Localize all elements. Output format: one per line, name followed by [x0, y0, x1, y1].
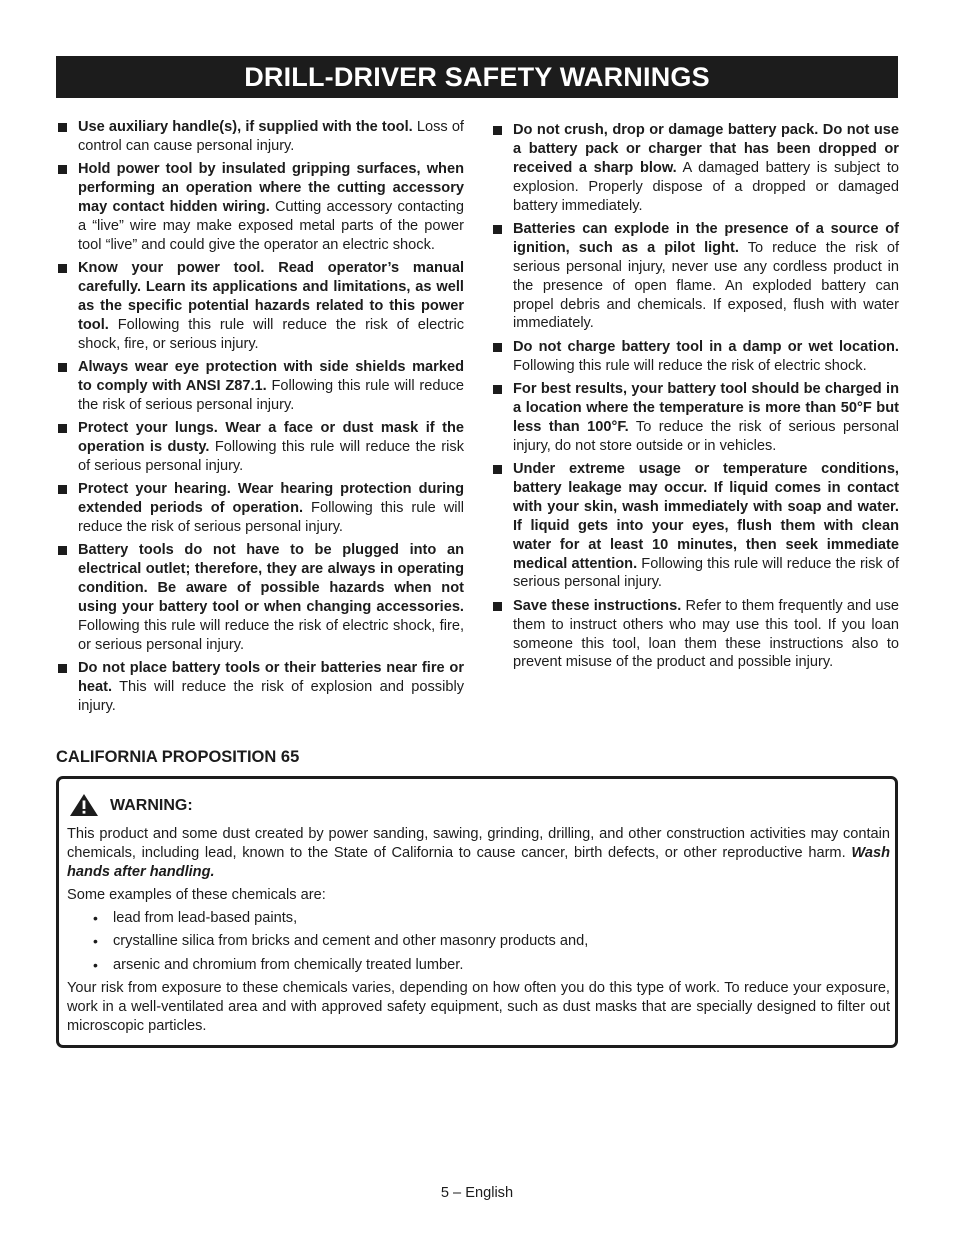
item-heading: Battery tools do not have to be plugged into an electrical outlet; therefore, they are always in operating condition. Be aware of possible hazards when not using your battery tool or when changing accessories.: [78, 542, 464, 616]
square-bullet-icon: [58, 546, 67, 555]
list-item: [57, 118, 464, 156]
page-number: 5 – English: [440, 1185, 514, 1201]
item-heading: Use auxiliary handle(s), if supplied with the tool.: [78, 119, 413, 135]
item-text: Refer to them frequently and use them to instruct others who may use this tool. If you loan someone this tool, loan them these instructions also to prevent misuse of the product and possible injury.: [513, 597, 899, 671]
dot-bullet-icon: •: [93, 933, 98, 950]
example-text: arsenic and chromium from chemically treated lumber.: [113, 956, 464, 973]
example-text: crystalline silica from bricks and cement and other masonry products and,: [113, 933, 589, 950]
square-bullet-icon: [58, 264, 67, 273]
item-heading: Do not crush, drop or damage battery pack. Do not use a battery pack or charger that has been dropped or received a sharp blow.: [513, 122, 899, 176]
item-text: Following this rule will reduce the risk of serious personal injury.: [78, 500, 464, 536]
item-heading: Know your power tool. Read operator’s manual carefully. Learn its applications and limitations, as well as the specific potential hazards related to this power tool.: [78, 260, 464, 333]
warning-body: [67, 825, 890, 1040]
list-item: [492, 338, 899, 376]
item-heading: Do not charge battery tool in a damp or wet location.: [513, 338, 899, 355]
warning-label: WARNING:: [110, 797, 193, 814]
item-text: Following this rule will reduce the risk of electric shock, fire, or serious personal injury.: [78, 618, 464, 653]
square-bullet-icon: [493, 343, 502, 352]
square-bullet-icon: [58, 165, 67, 174]
section-heading: CALIFORNIA PROPOSITION 65: [56, 748, 300, 766]
square-bullet-icon: [493, 126, 502, 135]
list-item: [67, 932, 890, 951]
item-heading: Do not place battery tools or their batteries near fire or heat.: [78, 660, 464, 696]
list-item: [57, 358, 464, 415]
list-item: [492, 380, 899, 456]
list-item: [57, 541, 464, 654]
list-item: [57, 480, 464, 537]
square-bullet-icon: [58, 664, 67, 673]
warning-triangle-icon: [69, 793, 99, 817]
square-bullet-icon: [58, 123, 67, 132]
warning-box: [56, 776, 898, 1048]
square-bullet-icon: [58, 424, 67, 433]
list-item: [57, 419, 464, 476]
item-heading: For best results, your battery tool should be charged in a location where the temperature is more than 50°F but less than 100°F.: [513, 380, 899, 435]
square-bullet-icon: [493, 465, 502, 474]
square-bullet-icon: [493, 602, 502, 611]
warning-text: This product and some dust created by power sanding, sawing, grinding, drilling, and other construction activities may contain chemicals, including lead, known to the State of California to cause cancer, birth defects, or other reproductive harm.: [67, 826, 890, 861]
examples-intro: Some examples of these chemicals are:: [67, 886, 326, 903]
item-text: Following this rule will reduce the risk of serious personal injury.: [78, 377, 464, 413]
item-text: Loss of control can cause personal injury.: [78, 119, 464, 154]
item-text: Following this rule will reduce the risk of serious personal injury.: [513, 555, 899, 591]
dot-bullet-icon: •: [93, 910, 98, 926]
list-item: [57, 259, 464, 354]
page-title: DRILL-DRIVER SAFETY WARNINGS: [56, 56, 898, 98]
square-bullet-icon: [493, 385, 502, 394]
item-text: Following this rule will reduce the risk of electric shock, fire, or serious injury.: [78, 316, 464, 352]
list-item: [57, 659, 464, 716]
item-heading: Always wear eye protection with side shields marked to comply with ANSI Z87.1.: [78, 359, 464, 394]
item-heading: Under extreme usage or temperature conditions, battery leakage may occur. If liquid comes in contact with your skin, wash immediately with soap and water. If liquid gets into your eyes, flush them with clean water for at least 10 minutes, then seek immediate medical attention.: [513, 460, 899, 572]
warning-paragraph: [67, 825, 890, 882]
item-text: To reduce the risk of serious personal injury, do not store outside or in vehicles.: [513, 418, 899, 454]
item-text: Cutting accessory contacting a “live” wire may make exposed metal parts of the power tool “live” and could give the operator an electric shock.: [78, 199, 464, 253]
wash-hands-note: Wash hands after handling.: [67, 844, 890, 880]
list-item: [67, 956, 890, 975]
item-heading: Protect your hearing. Wear hearing protection during extended periods of operation.: [78, 481, 464, 517]
item-text: A damaged battery is subject to explosion. Properly dispose of a dropped or damaged battery immediately.: [513, 159, 900, 214]
dot-bullet-icon: •: [93, 956, 98, 973]
examples-list: [67, 909, 890, 975]
item-heading: Hold power tool by insulated gripping surfaces, when performing an operation where the cutting accessory may contact hidden wiring.: [78, 161, 464, 216]
item-heading: Batteries can explode in the presence of a source of ignition, such as a pilot light.: [513, 220, 899, 256]
list-item: [57, 160, 464, 255]
right-column: [492, 121, 899, 677]
left-column: [57, 118, 464, 720]
item-text: This will reduce the risk of explosion and possibly injury.: [78, 679, 464, 715]
list-item: [492, 460, 899, 592]
item-text: Following this rule will reduce the risk of serious personal injury.: [78, 439, 464, 474]
list-item: [492, 121, 899, 216]
example-text: lead from lead-based paints,: [113, 910, 298, 926]
item-heading: Protect your lungs. Wear a face or dust mask if the operation is dusty.: [78, 420, 464, 456]
list-item: [67, 909, 890, 928]
item-heading: Save these instructions.: [513, 597, 682, 614]
exposure-paragraph: Your risk from exposure to these chemicals varies, depending on how often you do this type of work. To reduce your exposure, work in a well-ventilated area and with approved safety equipment, such as dust masks that are specially designed to filter out microscopic particles.: [67, 979, 890, 1034]
square-bullet-icon: [493, 225, 502, 234]
list-item: [492, 220, 899, 333]
square-bullet-icon: [58, 363, 67, 372]
list-item: [492, 597, 899, 673]
item-text: Following this rule will reduce the risk of electric shock.: [513, 357, 867, 374]
square-bullet-icon: [58, 485, 67, 494]
item-text: To reduce the risk of serious personal injury, never use any cordless product in the presence of open flame. An exploded battery can propel debris and chemicals. If exposed, flush with water immediately.: [513, 239, 899, 332]
